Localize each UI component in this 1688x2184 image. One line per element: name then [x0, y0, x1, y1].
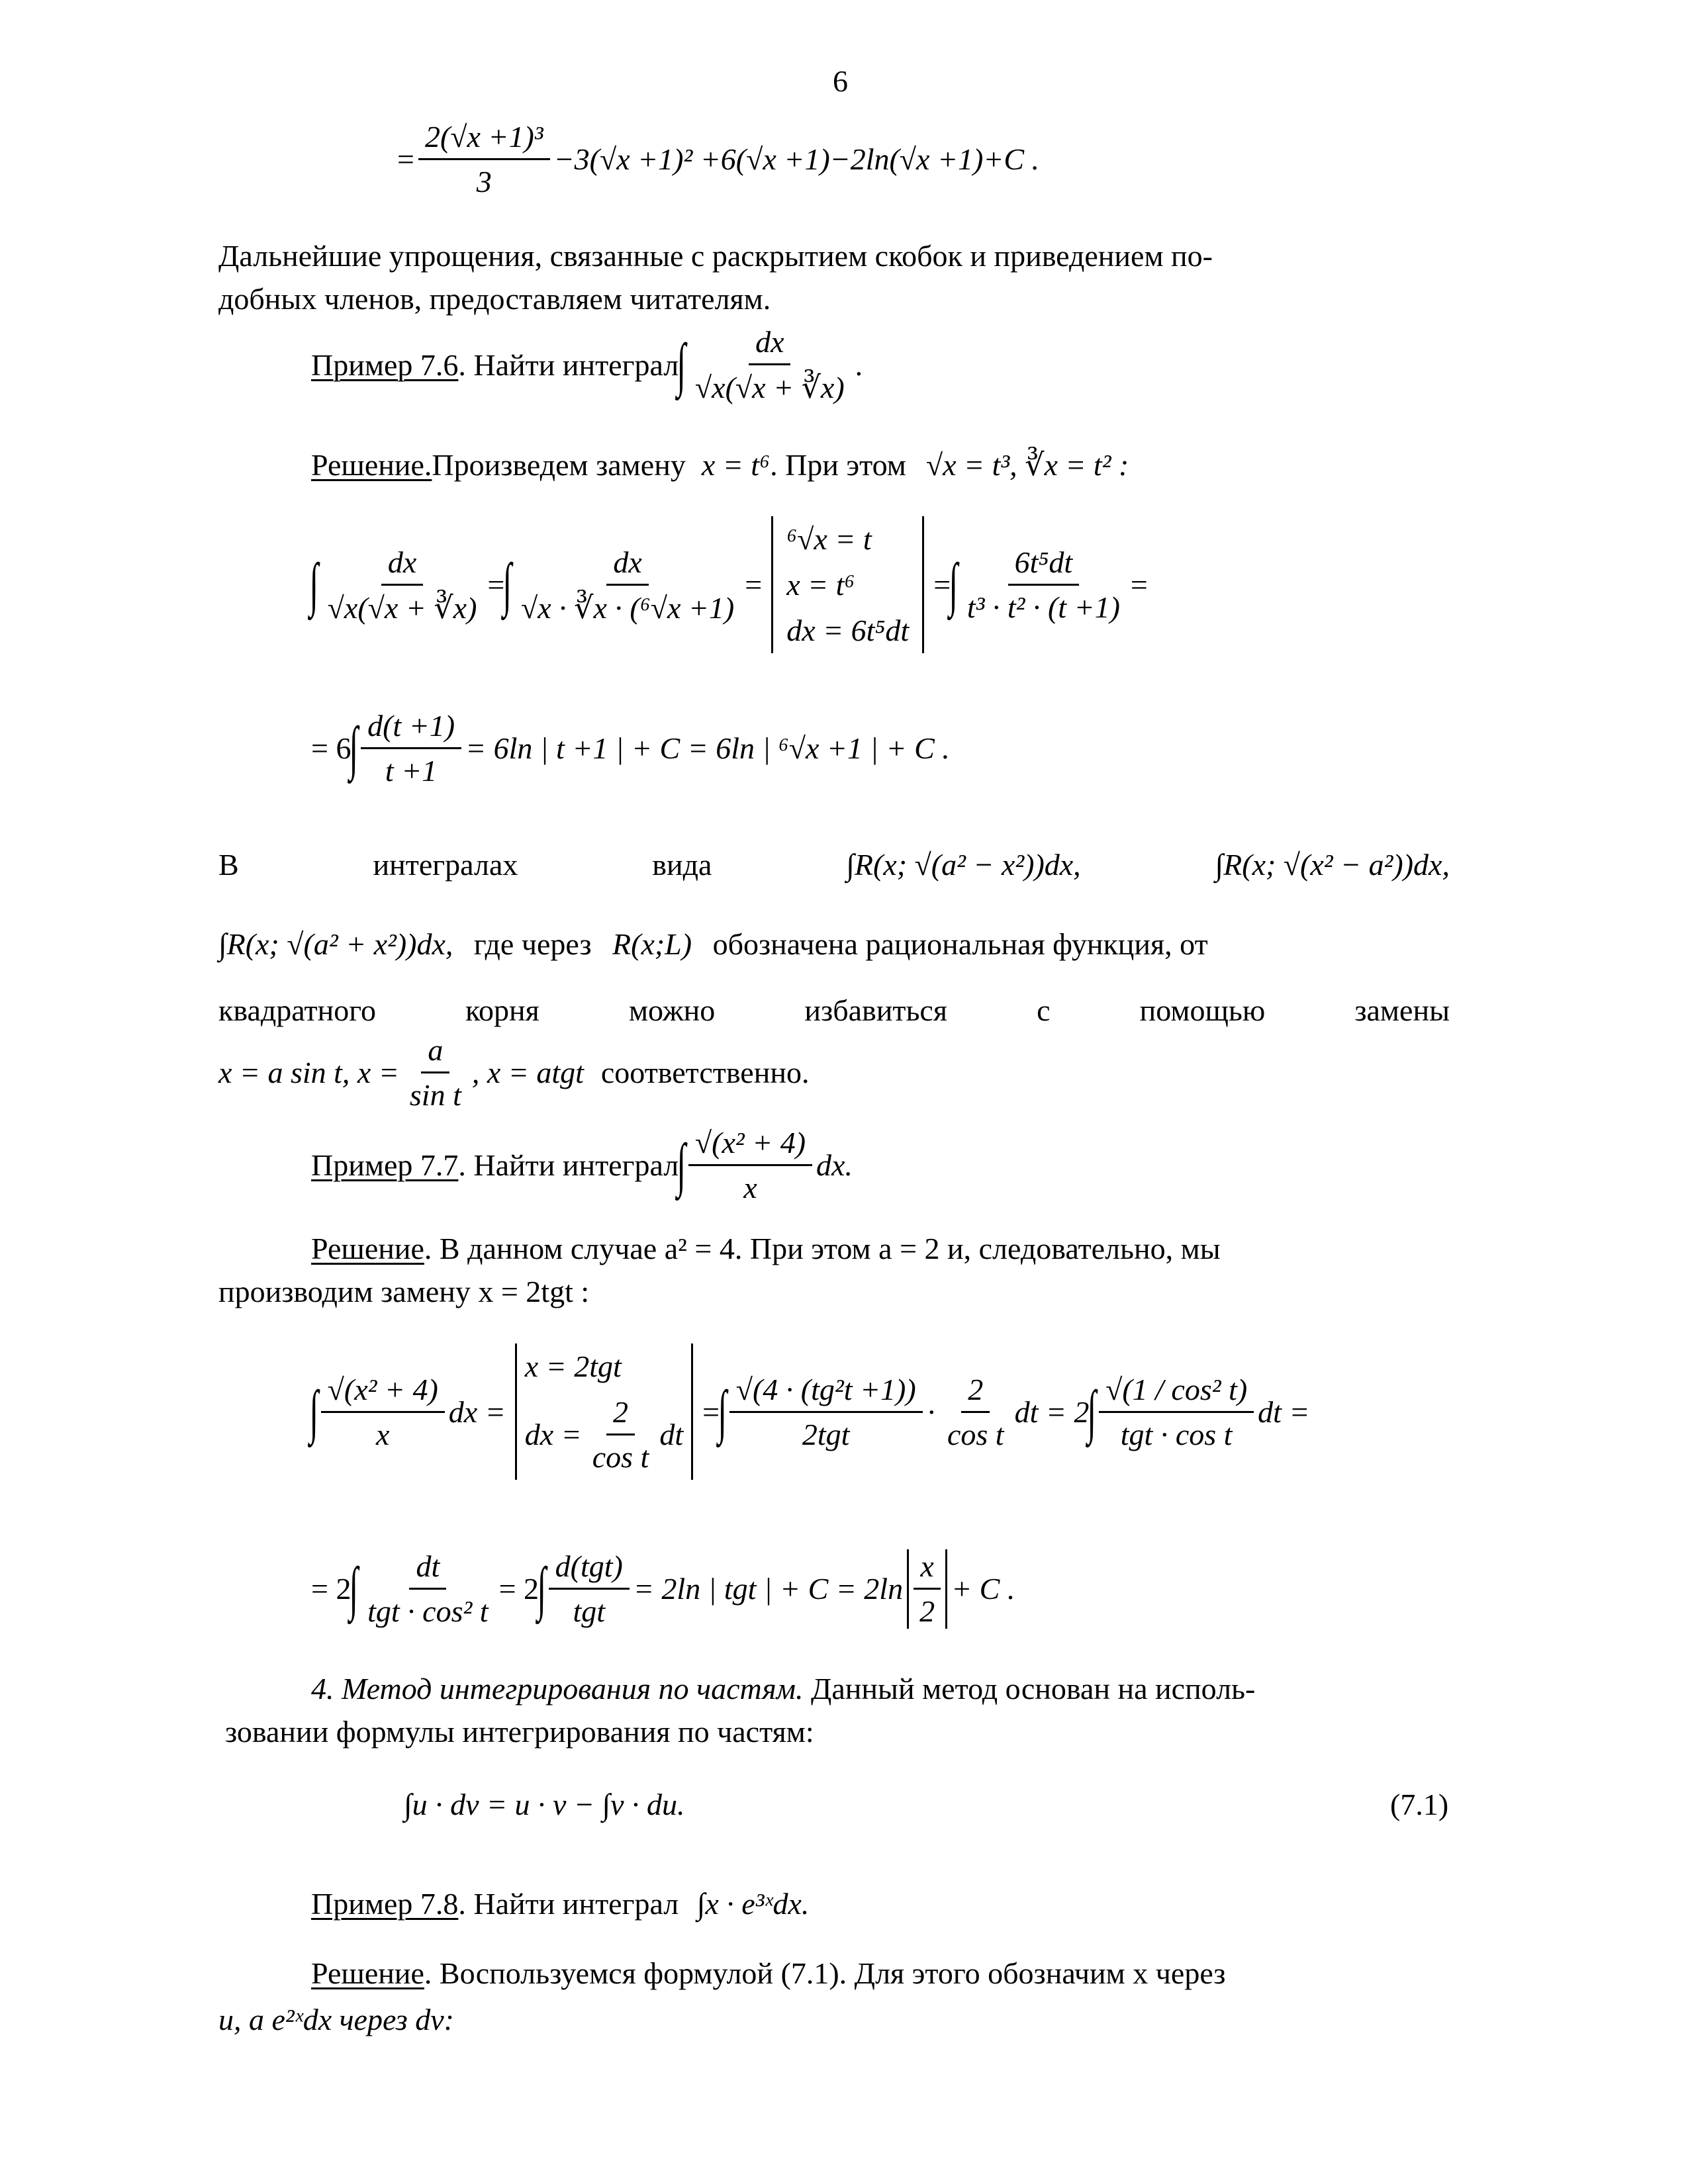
math-expr: dt — [659, 1418, 684, 1451]
solution-7-7 — [311, 1231, 1221, 1266]
math-expr: = 2ln | tgt | + C = 2ln — [633, 1572, 904, 1606]
eq-tail: −3(√x +1)² +6(√x +1)−2ln(√x +1)+C . — [553, 142, 1040, 176]
math-expr: dx = — [524, 1418, 582, 1451]
abs-bar — [945, 1549, 947, 1629]
fraction: $\frac{\text{√(1 / cos² t)}}{\text{tgt · cos t}}$ — [1099, 1372, 1254, 1452]
formula-number: (7.1) — [1390, 1788, 1449, 1821]
page-number: 6 — [833, 64, 848, 98]
eq-lead: = 6 — [311, 731, 352, 765]
equation-top — [397, 119, 1039, 199]
word: замены — [1354, 993, 1450, 1027]
integral-sign: ∫ — [309, 552, 319, 617]
solution-7-8 — [311, 1956, 1225, 1991]
integral-sign: ∫ — [350, 715, 359, 781]
formula-7-1: ∫u · dv = u · v − ∫v · du. — [404, 1788, 685, 1821]
math-expr: = 2 — [498, 1572, 539, 1606]
fraction: $\frac{\text{6t⁵dt}}{\text{t³ · t² · (t +1)}}$ — [966, 545, 1120, 624]
math-expr: dx = — [448, 1394, 506, 1429]
eq-lead: = 2 — [311, 1572, 352, 1606]
dot: · — [926, 1394, 937, 1429]
math-expr: ∫R(x; √(x² − a²))dx, — [1215, 848, 1450, 882]
paragraph-line: зовании формулы интегрирования по частям: — [225, 1715, 814, 1749]
fraction: $\frac{\text{2(√x +1)³}}{3}$ — [418, 119, 550, 199]
text: . Воспользуемся формулой (7.1). Для этого обозначим x через — [424, 1956, 1226, 1990]
equals: = — [702, 1394, 720, 1429]
box-line — [525, 1394, 683, 1475]
paragraph-line — [218, 238, 1450, 273]
punct: . — [855, 347, 863, 382]
math-expr: ∫R(x; √(a² − x²))dx, — [846, 848, 1081, 882]
word: помощью — [1139, 993, 1266, 1027]
fraction: $\frac{dx}{\text{√x · ∛x · (⁶√x +1)}}$ — [521, 545, 735, 625]
abs-bar — [907, 1549, 909, 1629]
solution-7-6 — [311, 447, 1129, 482]
paragraph-line: u, а e²ˣdx через dv: — [218, 2003, 454, 2036]
paragraph-line — [218, 847, 1450, 882]
text: . При этом — [770, 447, 906, 482]
example-label: Пример 7.6 — [311, 347, 459, 382]
equals: = — [487, 568, 505, 602]
paragraph-line — [218, 993, 1450, 1028]
box-line: ⁶√x = t — [786, 522, 872, 556]
integral-sign: ∫ — [677, 1132, 686, 1198]
fraction: $\frac{\text{√(x² + 4)}}{x}$ — [688, 1125, 812, 1205]
integral-sign: ∫ — [502, 552, 512, 617]
math-expr: dt = — [1258, 1394, 1310, 1429]
equals: = — [745, 568, 763, 602]
word: квадратного — [218, 993, 376, 1027]
fraction: $\frac{dt}{\text{tgt · cos² t}}$ — [367, 1549, 489, 1628]
section-4-heading — [311, 1671, 1255, 1706]
solution-label: Решение — [311, 1956, 424, 1990]
relations: √x = t³, ∛x = t² : — [925, 448, 1129, 482]
word: интегралах — [373, 848, 518, 882]
math-expr: ∫R(x; √(a² + x²))dx, — [218, 927, 453, 961]
fraction: $\frac{d(t +1)}{t +1}$ — [361, 708, 461, 788]
fraction: $\frac{2}{\text{cos t}}$ — [592, 1395, 649, 1474]
text: соответственно. — [600, 1056, 810, 1089]
example-label: Пример 7.8 — [311, 1887, 459, 1921]
example-text: . Найти интеграл — [458, 1148, 679, 1182]
solution-label: Решение. — [311, 447, 432, 482]
paragraph-line: производим замену x = 2tgt : — [218, 1275, 590, 1308]
math-expr: dt = 2 — [1014, 1394, 1090, 1429]
fraction: $\frac{dx}{√x(√x + ∛x)}$ — [694, 325, 845, 404]
word: вида — [652, 848, 712, 882]
substitution-box — [515, 1343, 693, 1480]
equation-7-7-b — [311, 1549, 1015, 1629]
text: где через — [473, 927, 592, 961]
example-7-8 — [311, 1886, 809, 1921]
fraction: $\frac{2}{\text{cos t}}$ — [947, 1372, 1004, 1451]
word: можно — [628, 993, 716, 1027]
word: В — [218, 848, 239, 882]
text: Данный метод основан на исполь- — [803, 1672, 1256, 1706]
text-line: Дальнейшие упрощения, связанные с раскрытием скобок и приведением по- — [218, 239, 1213, 273]
integral-sign: ∫ — [350, 1556, 359, 1621]
integral-sign: ∫ — [309, 1379, 319, 1445]
eq-lead: = — [397, 142, 414, 176]
section-title: 4. Метод интегрирования по частям. — [311, 1672, 804, 1706]
fraction: $\frac{x}{2}$ — [913, 1549, 941, 1629]
equation-7-6-a — [311, 516, 1148, 653]
box-line: x = t⁶ — [786, 568, 855, 602]
example-7-7 — [311, 1125, 853, 1205]
integral-sign: ∫ — [537, 1556, 547, 1621]
substitution-box — [771, 516, 924, 653]
math-expr: , x = atgt — [471, 1056, 584, 1089]
example-text: . Найти интеграл — [458, 347, 679, 382]
paragraph-line — [218, 1032, 809, 1113]
text: . В данном случае a² = 4. При этом a = 2 и, следовательно, мы — [424, 1232, 1221, 1265]
eq-tail: = 6ln | t +1 | + C = 6ln | ⁶√x +1 | + C . — [465, 731, 950, 765]
example-label: Пример 7.7 — [311, 1148, 459, 1182]
math-expr: + C . — [951, 1572, 1015, 1606]
integral-sign: ∫ — [677, 332, 686, 398]
fraction: $\frac{\text{d(tgt)}}{\text{tgt}}$ — [549, 1549, 630, 1629]
equals: = — [933, 568, 951, 602]
word: избавиться — [804, 993, 948, 1027]
substitution: x = t⁶ — [701, 447, 771, 482]
word: с — [1037, 993, 1051, 1027]
fraction: $\frac{a}{\text{sin t}}$ — [409, 1033, 461, 1112]
punct: dx. — [816, 1148, 853, 1182]
example-7-6 — [311, 324, 863, 405]
fraction: $\frac{\text{√(x² + 4)}}{x}$ — [321, 1372, 445, 1452]
equation-7-7-a — [311, 1343, 1309, 1480]
math-expr: x = a sin t, x = — [218, 1056, 399, 1089]
paragraph-line: добных членов, предоставляем читателям. — [218, 282, 771, 316]
fraction: $\frac{dx}{√x(√x + ∛x)}$ — [327, 545, 477, 625]
text: Произведем замену — [432, 447, 686, 482]
math-expr: ∫x · e³ˣdx. — [696, 1887, 810, 1921]
solution-label: Решение — [311, 1232, 424, 1265]
example-text: . Найти интеграл — [458, 1887, 679, 1921]
fraction: $\frac{\text{√(4 · (tg²t +1))}}{\text{2tgt}}$ — [729, 1372, 923, 1452]
text: обозначена рациональная функция, от — [712, 927, 1208, 961]
box-line: dx = 6t⁵dt — [786, 614, 910, 647]
equation-7-6-b — [311, 708, 950, 788]
paragraph-line — [218, 927, 1208, 962]
integral-sign: ∫ — [949, 552, 959, 617]
box-line: x = 2tgt — [524, 1349, 622, 1383]
integral-sign: ∫ — [718, 1379, 727, 1445]
integral-sign: ∫ — [1087, 1379, 1097, 1445]
word: корня — [465, 993, 539, 1027]
math-expr: R(x;L) — [612, 927, 692, 961]
equals: = — [1130, 568, 1148, 602]
